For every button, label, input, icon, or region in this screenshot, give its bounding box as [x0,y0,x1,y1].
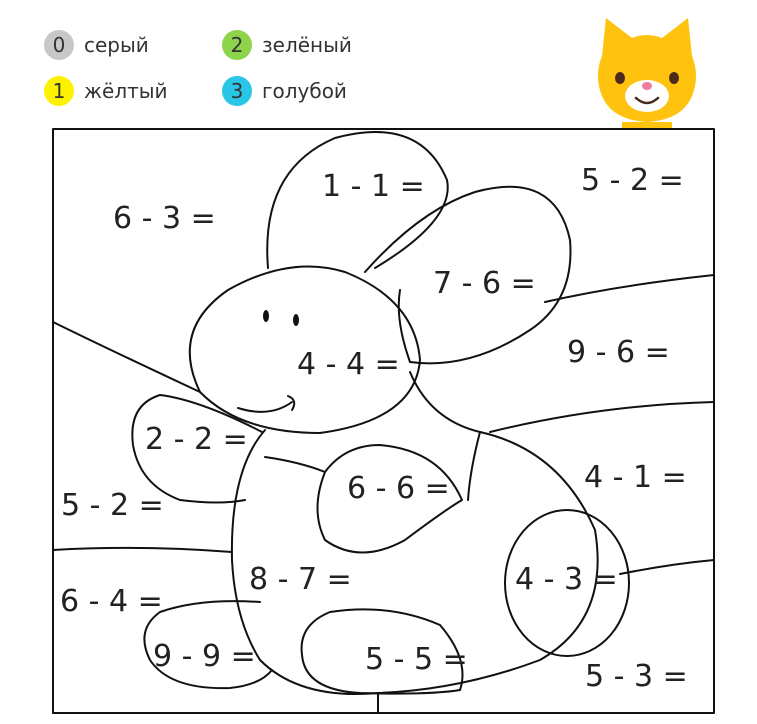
legend-badge-0: 0 [44,30,74,60]
expr-ear-right: 7 - 6 = [433,266,536,301]
band-line-left-lower [53,548,232,552]
expr-tail: 4 - 3 = [515,562,618,597]
expr-ear-left: 1 - 1 = [322,169,425,204]
right-eye [293,314,299,326]
expr-foot-right: 5 - 5 = [365,642,468,677]
expr-arm: 6 - 6 = [347,471,450,506]
legend-badge-1: 1 [44,76,74,106]
expr-mid-right: 9 - 6 = [567,335,670,370]
band-line-right-1 [545,275,714,302]
band-line-left-upper [53,322,200,392]
expr-right-band: 4 - 1 = [584,460,687,495]
expr-bottom-left: 6 - 4 = [60,584,163,619]
expr-top-left: 6 - 3 = [113,201,216,236]
band-line-right-3 [620,560,714,574]
legend-badge-2: 2 [222,30,252,60]
expr-foot-left: 9 - 9 = [153,639,256,674]
band-line-right-2 [490,402,714,432]
expr-head: 4 - 4 = [297,347,400,382]
expr-top-right: 5 - 2 = [581,163,684,198]
expr-paw-left: 2 - 2 = [145,422,248,457]
legend-label-gray: серый [84,33,149,57]
expr-body: 8 - 7 = [249,562,352,597]
body-line [468,432,480,500]
legend-label-blue: голубой [262,79,347,103]
smile-line [238,402,292,412]
legend-label-yellow: жёлтый [84,79,168,103]
legend-badge-3: 3 [222,76,252,106]
legend-label-green: зелёный [262,33,352,57]
expr-bottom-right: 5 - 3 = [585,659,688,694]
expr-left-band: 5 - 2 = [61,488,164,523]
left-eye [263,310,269,322]
